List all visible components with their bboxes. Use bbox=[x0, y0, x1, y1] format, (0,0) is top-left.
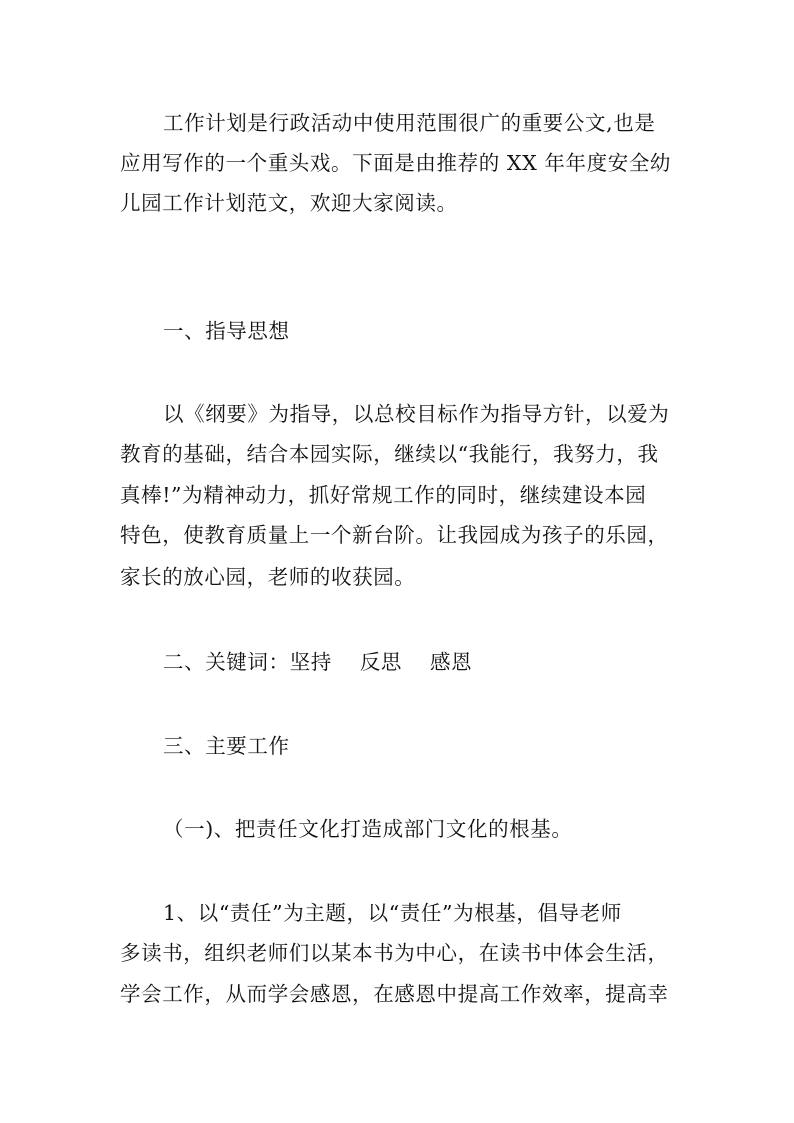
intro-line-1: 工作计划是行政活动中使用范围很广的重要公文,也是 bbox=[163, 111, 656, 135]
keyword-gratitude: 感恩 bbox=[430, 650, 473, 674]
section-heading-keywords bbox=[163, 645, 472, 675]
item-1-line-2: 多读书，组织老师们以某本书为中心，在读书中体会生活， bbox=[120, 941, 669, 965]
intro-line-3: 儿园工作计划范文，欢迎大家阅读。 bbox=[120, 191, 458, 215]
section-1-line-3: 真棒!”为精神动力，抓好常规工作的同时，继续建设本园 bbox=[120, 483, 647, 507]
item-1-line-1: 1、以“责任”为主题，以“责任”为根基，倡导老师 bbox=[163, 901, 622, 925]
section-heading-main-work: 三、主要工作 bbox=[163, 734, 290, 758]
section-1-line-5: 家长的放心园，老师的收获园。 bbox=[120, 565, 416, 589]
keyword-reflect: 反思 bbox=[359, 650, 403, 674]
section-1-line-2: 教育的基础，结合本园实际，继续以“我能行，我努力，我 bbox=[120, 442, 659, 466]
section-1-line-1: 以《纲要》为指导，以总校目标作为指导方针，以爱为 bbox=[163, 402, 670, 426]
item-1-line-3: 学会工作，从而学会感恩，在感恩中提高工作效率，提高幸 bbox=[120, 982, 669, 1006]
section-1-line-4: 特色，使教育质量上一个新台阶。让我园成为孩子的乐园， bbox=[120, 523, 669, 547]
subsection-heading-responsibility: （一)、把责任文化打造成部门文化的根基。 bbox=[163, 817, 573, 841]
intro-line-2: 应用写作的一个重头戏。下面是由推荐的 XX 年年度安全幼 bbox=[120, 151, 672, 175]
keyword-persist: 坚持 bbox=[289, 650, 332, 674]
section-heading-guiding-ideology: 一、指导思想 bbox=[163, 319, 290, 343]
keywords-prefix: 二、关键词： bbox=[163, 650, 290, 674]
